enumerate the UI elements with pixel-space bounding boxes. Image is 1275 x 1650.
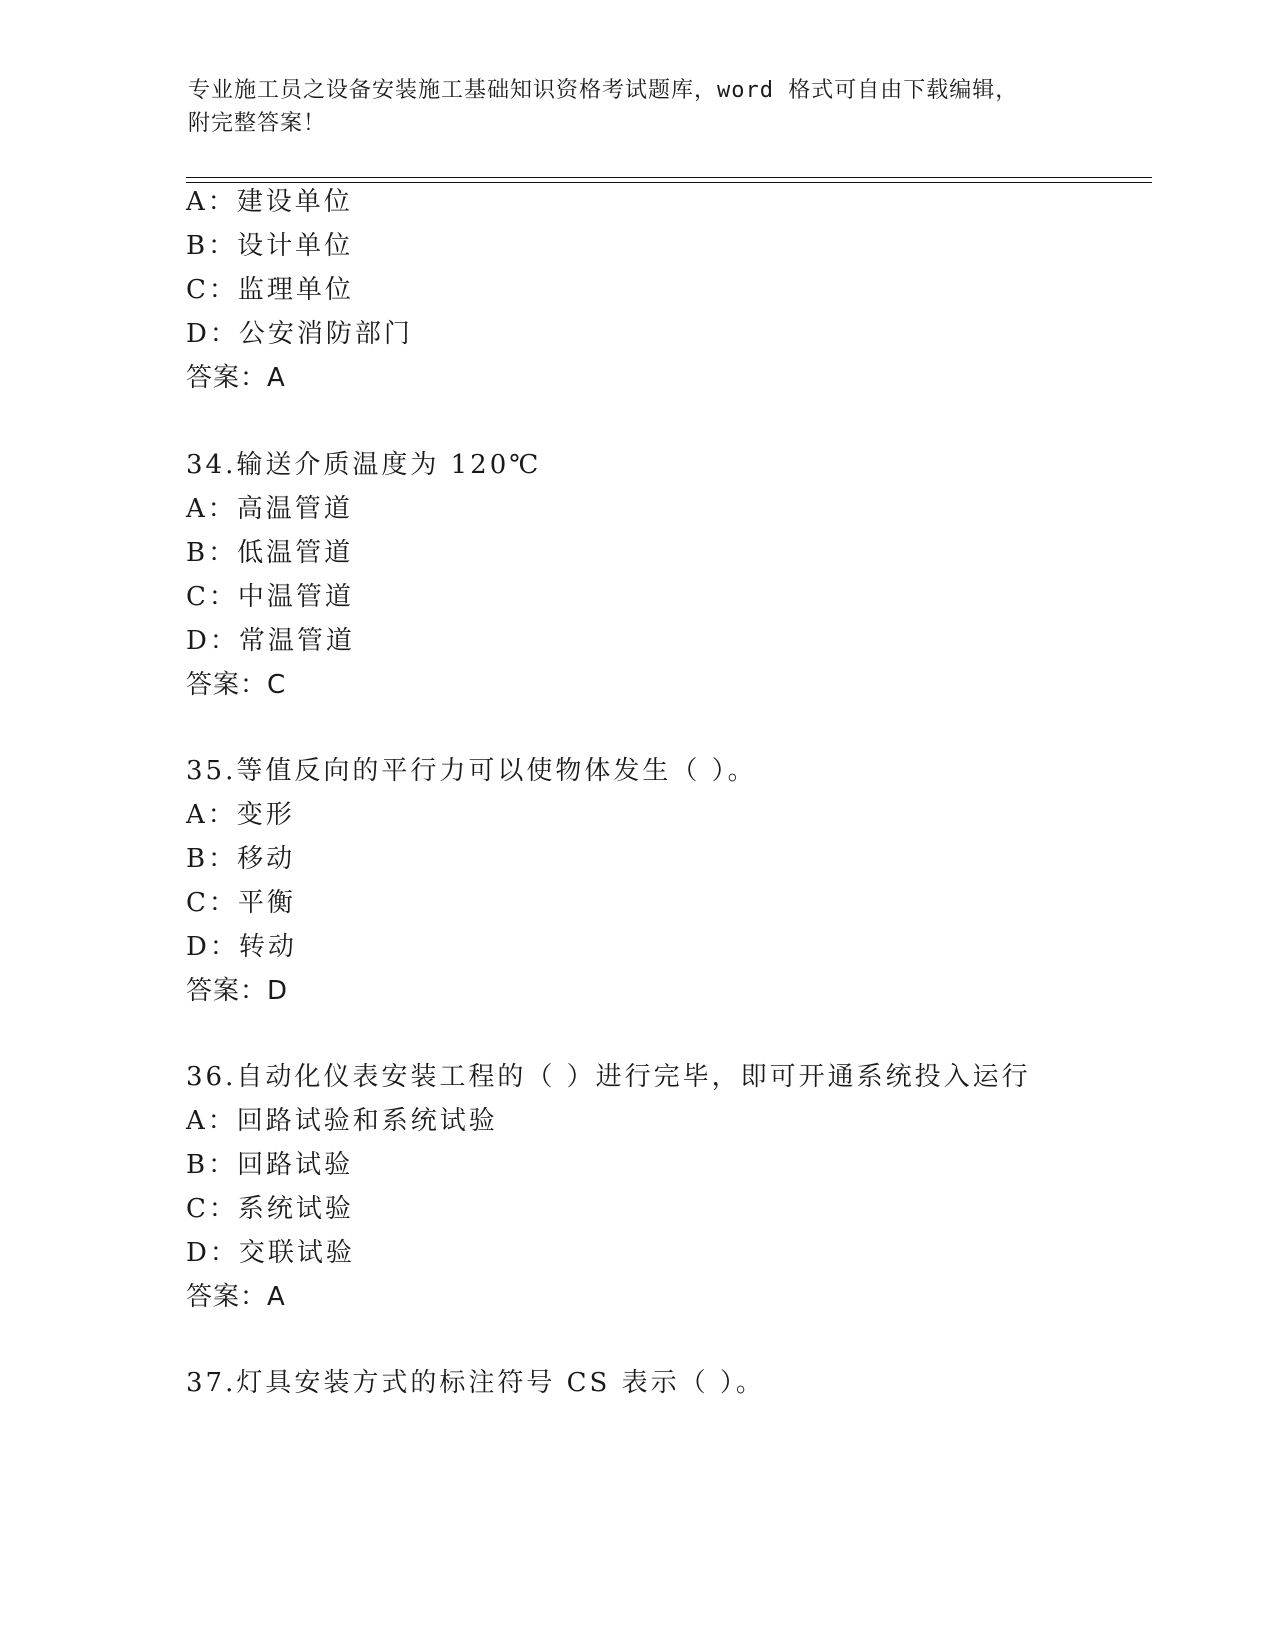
q36-answer: 答案：A — [186, 1282, 286, 1312]
q36-option-a: A：回路试验和系统试验 — [186, 1106, 498, 1136]
q34-option-d: D：常温管道 — [186, 626, 355, 656]
header-divider-top — [186, 177, 1152, 178]
q36-option-c: C：系统试验 — [186, 1194, 354, 1224]
header-divider-bottom — [186, 182, 1152, 183]
header-line-2: 附完整答案！ — [188, 111, 327, 136]
q35-answer: 答案：D — [186, 976, 289, 1006]
q34-option-b: B：低温管道 — [186, 538, 354, 568]
q34-option-c: C：中温管道 — [186, 582, 354, 612]
q34-option-a: A：高温管道 — [186, 494, 353, 524]
q34-question: 34.输送介质温度为 120℃ — [186, 450, 542, 480]
header-line-1: 专业施工员之设备安装施工基础知识资格考试题库，word 格式可自由下载编辑， — [188, 78, 1019, 103]
q36-question: 36.自动化仪表安装工程的（ ）进行完毕，即可开通系统投入运行 — [186, 1062, 1031, 1092]
q33-option-b: B：设计单位 — [186, 231, 354, 261]
q35-option-c: C：平衡 — [186, 888, 296, 918]
q35-option-a: A：变形 — [186, 800, 295, 830]
q37-question: 37.灯具安装方式的标注符号 CS 表示（ ）。 — [186, 1368, 765, 1398]
q34-answer: 答案：C — [186, 670, 287, 700]
document-header — [188, 74, 1088, 140]
q33-option-d: D：公安消防部门 — [186, 319, 413, 349]
q36-option-d: D：交联试验 — [186, 1238, 355, 1268]
q33-answer: 答案：A — [186, 363, 286, 393]
q33-option-c: C：监理单位 — [186, 275, 354, 305]
q35-option-d: D：转动 — [186, 932, 297, 962]
q35-option-b: B：移动 — [186, 844, 296, 874]
q33-option-a: A：建设单位 — [186, 187, 353, 217]
q36-option-b: B：回路试验 — [186, 1150, 354, 1180]
q35-question: 35.等值反向的平行力可以使物体发生（ ）。 — [186, 756, 757, 786]
